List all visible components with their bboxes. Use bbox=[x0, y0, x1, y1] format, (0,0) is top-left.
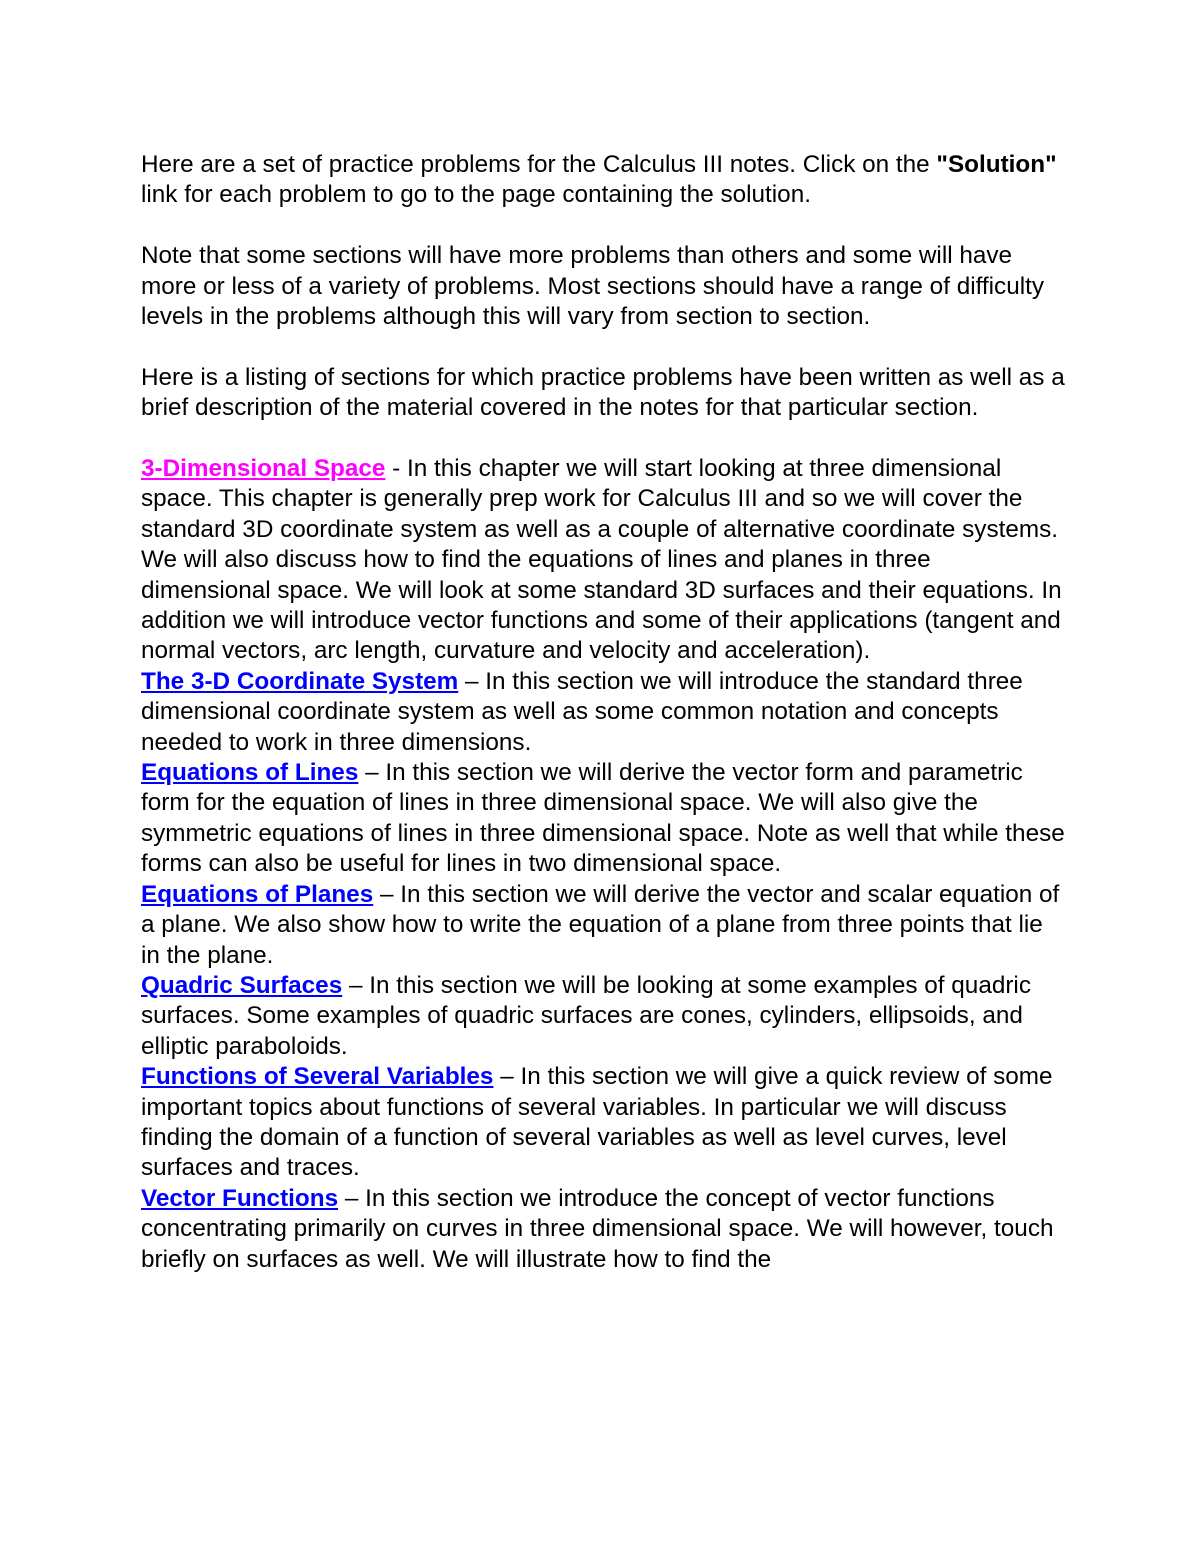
section-link-equations-of-planes[interactable]: Equations of Planes bbox=[141, 880, 374, 908]
section-entry-quadric-surfaces bbox=[141, 971, 1066, 1062]
document-page bbox=[141, 150, 1066, 1275]
chapter-link-3d-space[interactable]: 3-Dimensional Space bbox=[141, 455, 386, 483]
intro-text-start: Here are a set of practice problems for the Calculus III notes. Click on the bbox=[141, 151, 937, 178]
section-description: – In this section we will derive the vector and scalar equation of a plane. We also show how to write the equation of a plane from three points that lie in the plane. bbox=[141, 880, 1060, 969]
section-entry-equations-of-planes bbox=[141, 880, 1066, 971]
section-entry-3d-coordinate-system bbox=[141, 667, 1066, 758]
section-entry-equations-of-lines bbox=[141, 758, 1066, 880]
section-link-quadric-surfaces[interactable]: Quadric Surfaces bbox=[141, 971, 343, 999]
section-link-equations-of-lines[interactable]: Equations of Lines bbox=[141, 759, 359, 787]
section-description: – In this section we will introduce the standard three dimensional coordinate system as well as some common notation and concepts needed to work in three dimensions. bbox=[141, 667, 1023, 756]
section-link-3d-coordinate-system[interactable]: The 3-D Coordinate System bbox=[141, 667, 459, 695]
section-description: – In this section we will give a quick review of some important topics about functions of several variables. In particular we will discuss finding the domain of a function of several variables as well as level curves, level surfaces and traces. bbox=[141, 1063, 1053, 1182]
section-description: – In this section we will be looking at some examples of quadric surfaces. Some examples of quadric surfaces are cones, cylinders, ellipsoids, and elliptic paraboloids. bbox=[141, 971, 1031, 1060]
section-entry-functions-several-variables bbox=[141, 1062, 1066, 1184]
section-link-vector-functions[interactable]: Vector Functions bbox=[141, 1184, 339, 1212]
section-description: – In this section we will derive the vector form and parametric form for the equation of lines in three dimensional space. We will also give the symmetric equations of lines in three dimensional space. Note as well that while these forms can also be useful for lines in two dimensional space. bbox=[141, 759, 1065, 878]
chapter-description: - In this chapter we will start looking at three dimensional space. This chapter is generally prep work for Calculus III and so we will cover the standard 3D coordinate system as well as a couple of alternative coordinate systems. We will also discuss how to find the equations of lines and planes in three dimensional space. We will look at some standard 3D surfaces and their equations. In addition we will introduce vector functions and some of their applications (tangent and normal vectors, arc length, curvature and velocity and acceleration). bbox=[141, 455, 1062, 665]
intro-paragraph-2: Note that some sections will have more problems than others and some will have more or less of a variety of problems. Most sections should have a range of difficulty levels in the problems although this will vary from section to section. bbox=[141, 242, 1045, 331]
solution-keyword: "Solution" bbox=[936, 151, 1057, 178]
section-link-functions-several-variables[interactable]: Functions of Several Variables bbox=[141, 1063, 494, 1091]
section-entry-vector-functions bbox=[141, 1184, 1066, 1275]
intro-paragraph-3: Here is a listing of sections for which practice problems have been written as well as a brief description of the material covered in the notes for that particular section. bbox=[141, 363, 1065, 422]
section-description: – In this section we introduce the concept of vector functions concentrating primarily on curves in three dimensional space. We will however, touch briefly on surfaces as well. We will illustrate how to find the bbox=[141, 1184, 1054, 1273]
chapter-entry bbox=[141, 454, 1066, 667]
intro-text-end: link for each problem to go to the page containing the solution. bbox=[141, 181, 811, 209]
intro-paragraph-1 bbox=[141, 150, 1066, 211]
